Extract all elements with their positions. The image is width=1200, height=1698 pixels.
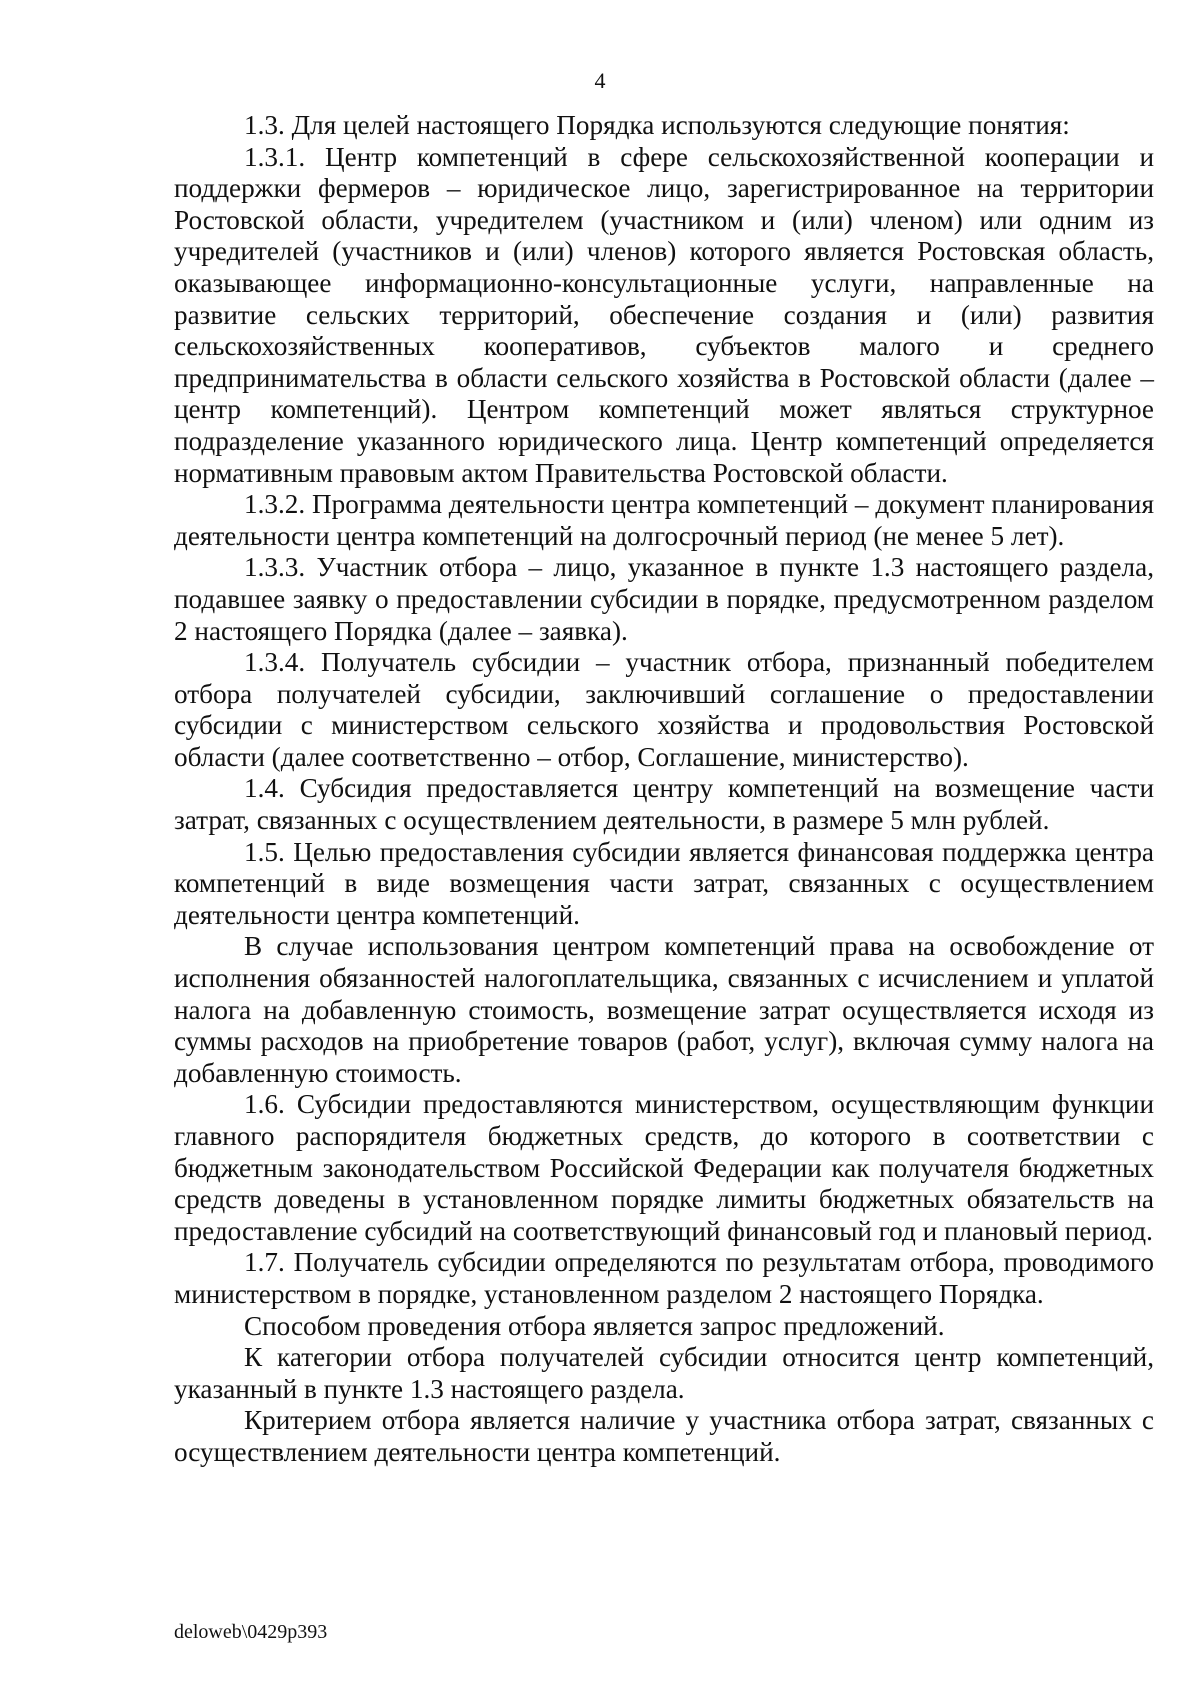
paragraph-1-5: 1.5. Целью предоставления субсидии является финансовая поддержка центра компетенций в виде возмещения части затрат, связанных с осуществлением деятельности центра компетенций. bbox=[174, 836, 1154, 930]
paragraph-selection-criterion: Критерием отбора является наличие у участника отбора затрат, связанных с осуществлением деятельности центра компетенций. bbox=[174, 1405, 1154, 1467]
paragraph-1-6: 1.6. Субсидии предоставляются министерством, осуществляющим функции главного распорядителя бюджетных средств, до которого в соответствии с бюджетным законодательством Российской Федерации как получателя бюджетных средств доведены в установленном порядке лимиты бюджетных обязательств на предоставление субсидий на соответствующий финансовый год и плановый период. bbox=[174, 1089, 1154, 1246]
paragraph-selection-category: К категории отбора получателей субсидии относится центр компетенций, указанный в пункте 1.3 настоящего раздела. bbox=[174, 1342, 1154, 1404]
document-footer-code: deloweb\0429p393 bbox=[174, 1621, 328, 1643]
paragraph-1-3-3: 1.3.3. Участник отбора – лицо, указанное в пункте 1.3 настоящего раздела, подавшее заявку о предоставлении субсидии в порядке, предусмотренном разделом 2 настоящего Порядка (далее – заявка). bbox=[174, 552, 1154, 646]
page-number: 4 bbox=[594, 68, 606, 93]
paragraph-1-3-4: 1.3.4. Получатель субсидии – участник отбора, признанный победителем отбора получателей субсидии, заключивший соглашение о предоставлении субсидии с министерством сельского хозяйства и продовольствия Ростовской области (далее соответственно – отбор, Соглашение, министерство). bbox=[174, 647, 1154, 772]
paragraph-vat-exemption: В случае использования центром компетенций права на освобождение от исполнения обязанностей налогоплательщика, связанных с исчислением и уплатой налога на добавленную стоимость, возмещение затрат осуществляется исходя из суммы расходов на приобретение товаров (работ, услуг), включая сумму налога на добавленную стоимость. bbox=[174, 931, 1154, 1088]
paragraph-1-3-1: 1.3.1. Центр компетенций в сфере сельскохозяйственной кооперации и поддержки фермеров – юридическое лицо, зарегистрированное на территории Ростовской области, учредителем (участником и (или) членом) или одним из учредителей (участников и (или) членов) которого является Ростовская область, оказывающее информационно-консультационные услуги, направленные на развитие сельских территорий, обеспечение создания и (или) развития сельскохозяйственных кооперативов, субъектов малого и среднего предпринимательства в области сельского хозяйства в Ростовской области (далее – центр компетенций). Центром компетенций может являться структурное подразделение указанного юридического лица. Центр компетенций определяется нормативным правовым актом Правительства Ростовской области. bbox=[174, 141, 1154, 488]
paragraph-1-4: 1.4. Субсидия предоставляется центру компетенций на возмещение части затрат, связанных с осуществлением деятельности, в размере 5 млн рублей. bbox=[174, 773, 1154, 836]
paragraph-selection-method: Способом проведения отбора является запрос предложений. bbox=[244, 1310, 945, 1341]
paragraph-1-7: 1.7. Получатель субсидии определяются по результатам отбора, проводимого министерством в порядке, установленном разделом 2 настоящего Порядка. bbox=[174, 1247, 1154, 1309]
paragraph-1-3: 1.3. Для целей настоящего Порядка используются следующие понятия: bbox=[244, 110, 1070, 140]
paragraph-1-3-2: 1.3.2. Программа деятельности центра компетенций – документ планирования деятельности центра компетенций на долгосрочный период (не менее 5 лет). bbox=[174, 489, 1154, 551]
document-body bbox=[174, 110, 1154, 1469]
